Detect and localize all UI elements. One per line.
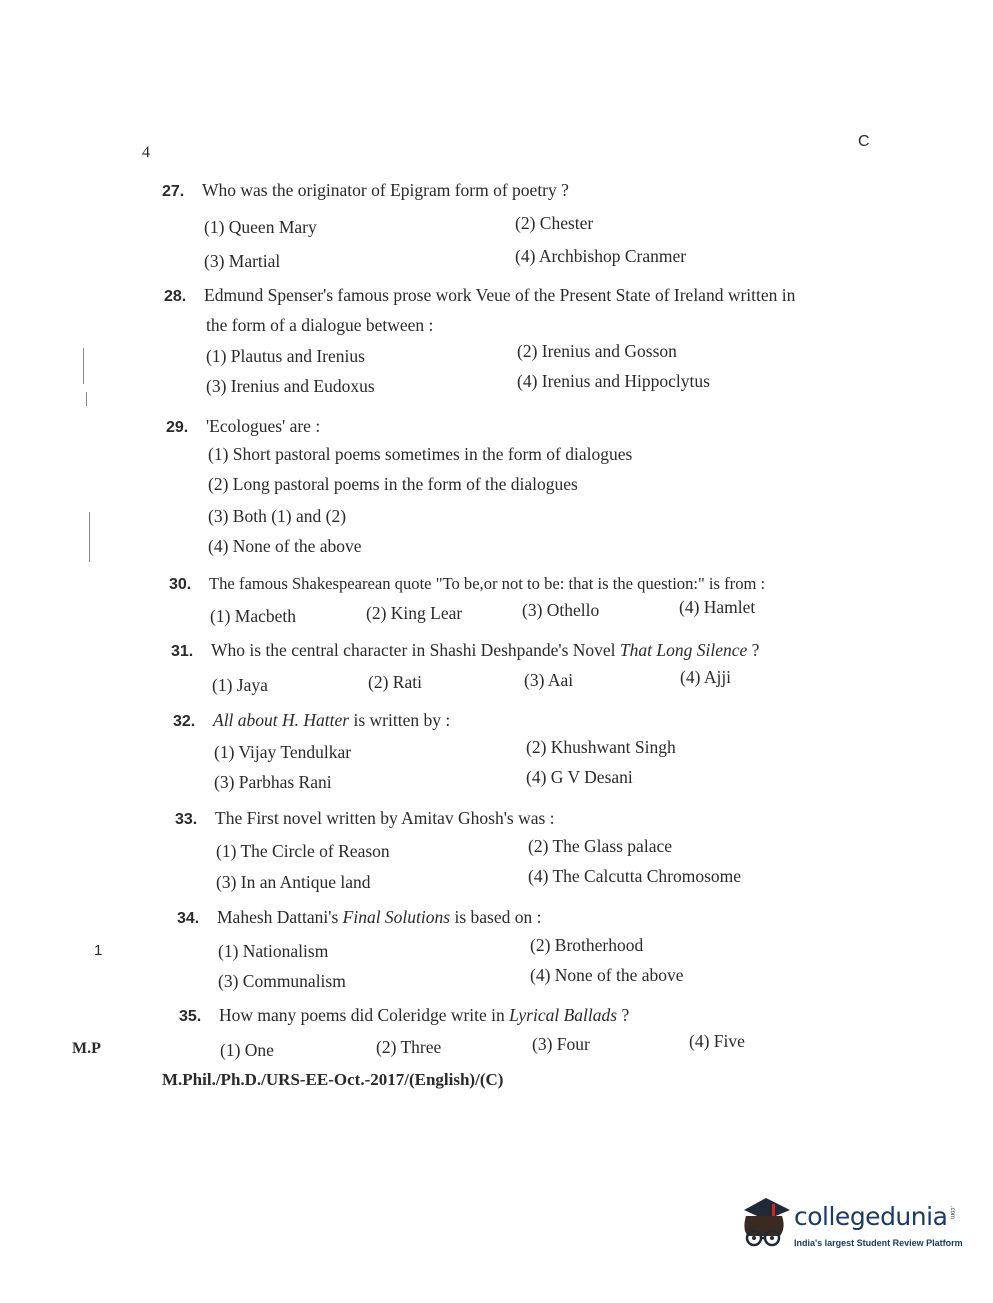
question-text: Who was the originator of Epigram form of poetry ? (202, 180, 569, 200)
question-33 (175, 808, 555, 829)
question-number: 32. (173, 713, 196, 730)
question-number: 30. (169, 576, 192, 593)
question-number: 28. (164, 288, 187, 305)
option: (3) Both (1) and (2) (208, 506, 347, 526)
option: (3) Communalism (218, 971, 346, 991)
option: (3) Parbhas Rani (214, 772, 332, 792)
brand-name: collegedunia (794, 1202, 948, 1231)
option: (1) Nationalism (218, 941, 329, 961)
option: (1) Vijay Tendulkar (214, 742, 352, 762)
option: (1) One (220, 1040, 274, 1060)
question-32 (173, 710, 450, 731)
option: (1) The Circle of Reason (216, 841, 390, 861)
question-27 (162, 180, 569, 201)
option: (3) Four (532, 1034, 590, 1054)
question-text-end: ? (617, 1005, 630, 1025)
question-text: 'Ecologues' are : (206, 416, 321, 436)
margin-mark (89, 512, 90, 562)
option: (1) Queen Mary (204, 217, 317, 237)
margin-number: 1 (94, 942, 103, 959)
question-30 (169, 573, 765, 594)
question-number: 29. (166, 419, 189, 436)
set-code: C (858, 133, 870, 150)
question-34 (177, 907, 541, 928)
question-number: 27. (162, 183, 185, 200)
option: (2) Irenius and Gosson (517, 341, 677, 361)
question-text-end: is based on : (450, 907, 542, 927)
question-29 (166, 416, 320, 437)
option: (1) Macbeth (210, 606, 297, 626)
play-title: Final Solutions (342, 907, 451, 927)
question-text-end: is written by : (349, 710, 451, 730)
option: (3) Irenius and Eudoxus (206, 376, 375, 396)
question-text: Edmund Spenser's famous prose work Veue of the Present State of Ireland written in (204, 285, 796, 305)
option: (4) The Calcutta Chromosome (528, 866, 742, 886)
question-number: 31. (171, 643, 194, 660)
question-number: 33. (175, 811, 198, 828)
margin-mark (83, 348, 84, 384)
option: (1) Short pastoral poems sometimes in the form of dialogues (208, 444, 633, 464)
collegedunia-watermark (736, 1196, 966, 1258)
question-text: The First novel written by Amitav Ghosh's was : (215, 808, 555, 828)
option: (2) Three (376, 1037, 442, 1057)
question-text: The famous Shakespearean quote "To be,or not to be: that is the question:" is from : (209, 574, 766, 593)
option: (4) Archbishop Cranmer (515, 246, 687, 266)
option: (4) None of the above (208, 536, 362, 556)
collection-title: Lyrical Ballads (509, 1005, 618, 1025)
question-28 (164, 285, 795, 306)
option: (3) Othello (522, 600, 600, 620)
side-label: M.P (72, 1040, 101, 1057)
option: (1) Jaya (212, 675, 268, 695)
option: (4) Five (689, 1031, 745, 1051)
question-number: 35. (179, 1008, 202, 1025)
option: (2) Long pastoral poems in the form of the dialogues (208, 474, 578, 494)
book-title: All about H. Hatter (213, 710, 350, 730)
question-text: Mahesh Dattani's (217, 907, 343, 927)
option: (3) Martial (204, 251, 281, 271)
option: (4) G V Desani (526, 767, 633, 787)
question-31 (171, 640, 759, 661)
option: (3) In an Antique land (216, 872, 371, 892)
option: (2) Khushwant Singh (526, 737, 676, 757)
option: (4) Ajji (680, 667, 732, 687)
option: (2) King Lear (366, 603, 463, 623)
option: (4) None of the above (530, 965, 684, 985)
option: (2) The Glass palace (528, 836, 672, 856)
option: (1) Plautus and Irenius (206, 346, 365, 366)
question-text-continued: the form of a dialogue between : (206, 315, 434, 335)
novel-title: That Long Silence (619, 640, 748, 660)
paper-code-footer: M.Phil./Ph.D./URS-EE-Oct.-2017/(English)/(C) (162, 1070, 504, 1089)
option: (4) Irenius and Hippoclytus (517, 371, 710, 391)
question-text: How many poems did Coleridge write in (219, 1005, 510, 1025)
question-text: Who is the central character in Shashi Deshpande's Novel (211, 640, 620, 660)
brand-suffix: .com (949, 1206, 955, 1220)
option: (4) Hamlet (679, 597, 756, 617)
option: (2) Rati (368, 672, 422, 692)
question-number: 34. (177, 910, 200, 927)
page-number: 4 (142, 144, 150, 161)
option: (3) Aai (524, 670, 574, 690)
margin-mark (86, 392, 87, 406)
student-mascot-icon (736, 1196, 792, 1258)
option: (2) Chester (515, 213, 594, 233)
brand-tagline: India's largest Student Review Platform (794, 1238, 963, 1248)
option: (2) Brotherhood (530, 935, 644, 955)
question-35 (179, 1005, 629, 1026)
question-text-end: ? (747, 640, 760, 660)
